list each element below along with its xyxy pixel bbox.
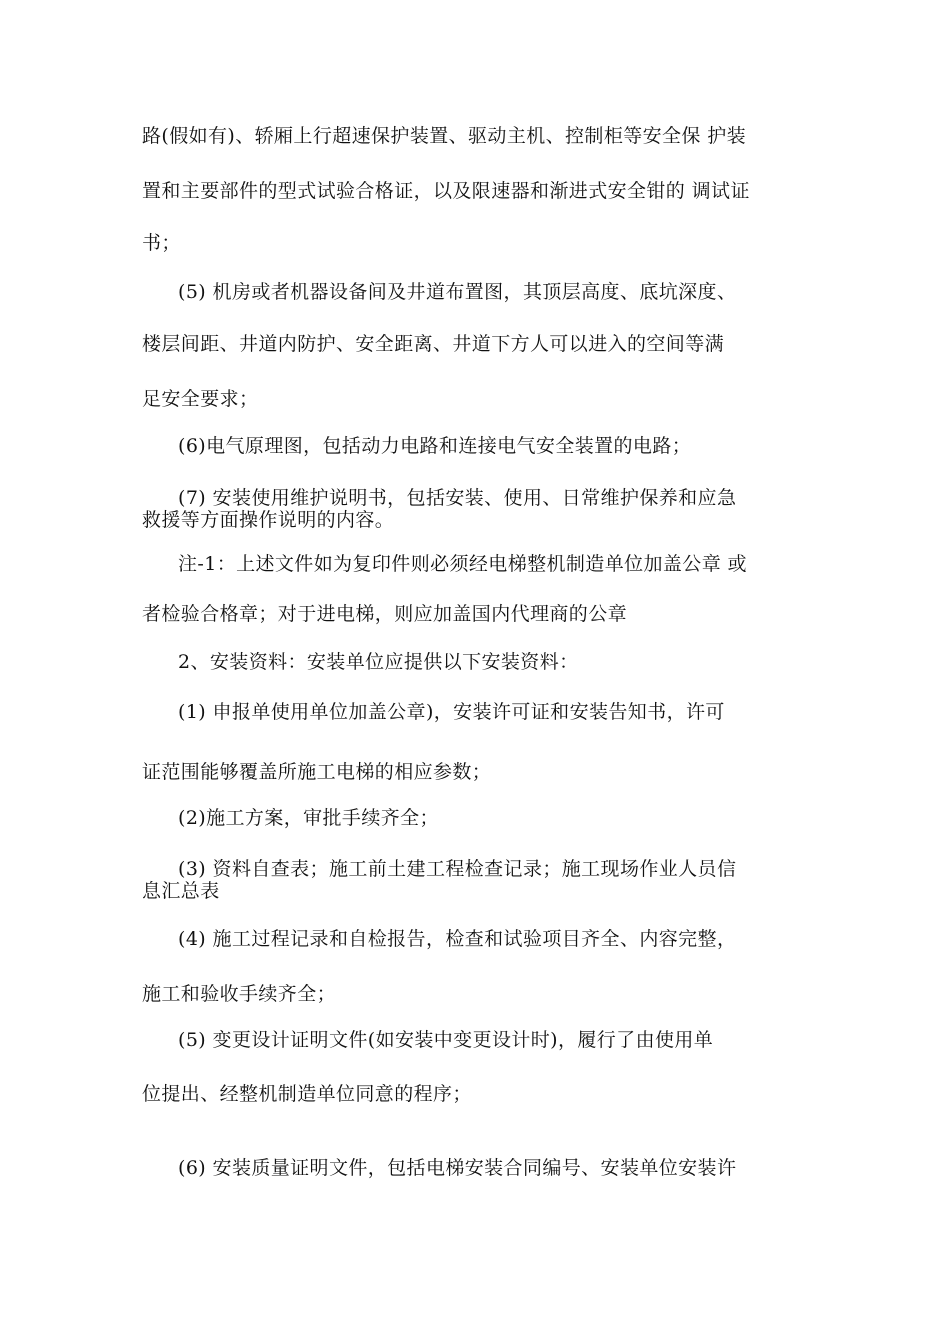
- text-line: (4) 施工过程记录和自检报告，检查和试验项目齐全、内容完整，: [178, 928, 737, 950]
- text-line: 息汇总表: [142, 880, 220, 902]
- text-line: (5) 机房或者机器设备间及井道布置图，其顶层高度、底坑深度、: [178, 281, 737, 303]
- text-line: 救援等方面操作说明的内容。: [142, 509, 395, 531]
- text-line: 位提出、经整机制造单位同意的程序；: [142, 1083, 472, 1105]
- text-line: (1) 申报单使用单位加盖公章)，安装许可证和安装告知书，许可: [178, 701, 725, 723]
- text-line: 足安全要求；: [142, 388, 259, 410]
- text-line: 施工和验收手续齐全；: [142, 983, 337, 1005]
- text-line: (2)施工方案，审批手续齐全；: [178, 807, 439, 829]
- text-line: (3) 资料自查表；施工前土建工程检查记录；施工现场作业人员信: [178, 858, 737, 880]
- text-line: 路(假如有)、轿厢上行超速保护装置、驱动主机、控制柜等安全保 护装: [142, 125, 747, 147]
- text-line: 者检验合格章；对于进电梯，则应加盖国内代理商的公章: [142, 603, 628, 625]
- text-line: 书；: [142, 232, 181, 254]
- text-line: 楼层间距、井道内防护、安全距离、井道下方人可以进入的空间等满: [142, 333, 725, 355]
- text-line: (5) 变更设计证明文件(如安装中变更设计时)，履行了由使用单: [178, 1029, 714, 1051]
- text-line: 证范围能够覆盖所施工电梯的相应参数；: [142, 761, 492, 783]
- text-line: (6)电气原理图，包括动力电路和连接电气安全装置的电路；: [178, 435, 692, 457]
- text-line: (7) 安装使用维护说明书，包括安装、使用、日常维护保养和应急: [178, 487, 737, 509]
- text-line: (6) 安装质量证明文件，包括电梯安装合同编号、安装单位安装许: [178, 1157, 737, 1179]
- text-line: 注-1：上述文件如为复印件则必须经电梯整机制造单位加盖公章 或: [178, 553, 747, 575]
- text-line: 置和主要部件的型式试验合格证，以及限速器和渐进式安全钳的 调试证: [142, 180, 750, 202]
- text-line: 2、安装资料：安装单位应提供以下安装资料：: [178, 651, 579, 673]
